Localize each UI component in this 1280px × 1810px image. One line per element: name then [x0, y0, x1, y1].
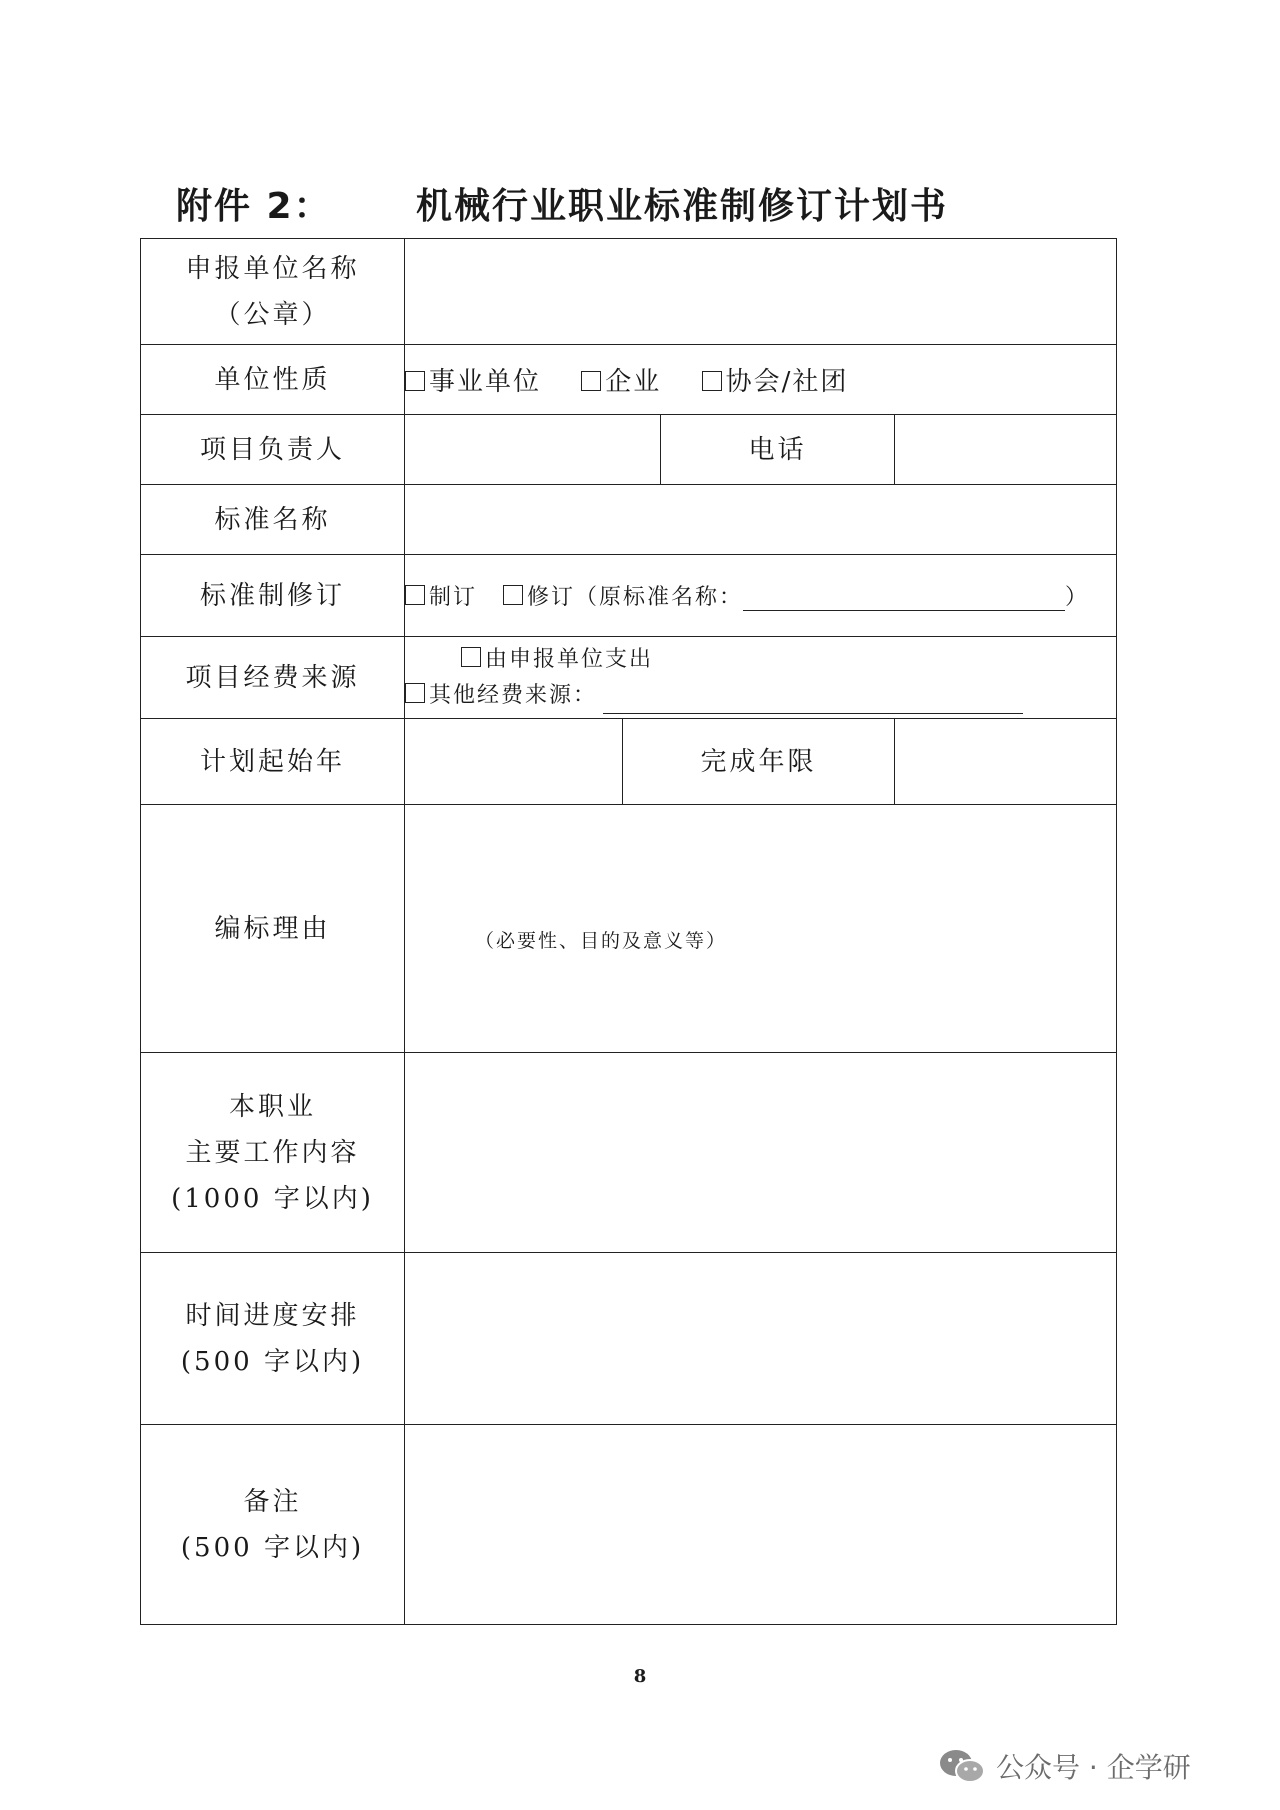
- row-funding: [141, 637, 1117, 719]
- document-header: [176, 178, 996, 234]
- row-unit-type: [141, 345, 1117, 415]
- watermark-text: 公众号 · 企学研: [996, 1751, 1191, 1784]
- revision-option-new[interactable]: 制订: [405, 585, 477, 610]
- plan-form-table: [140, 238, 1117, 1625]
- start-year-field[interactable]: [405, 719, 623, 805]
- remarks-label: 备注 (500 字以内): [141, 1425, 405, 1625]
- rationale-hint: （必要性、目的及意义等）: [475, 930, 728, 952]
- checkbox-icon[interactable]: [405, 371, 425, 391]
- row-remarks: [141, 1425, 1117, 1625]
- row-applicant-unit: [141, 239, 1117, 345]
- row-timeline: [141, 1253, 1117, 1425]
- original-standard-name-line[interactable]: [743, 590, 1065, 611]
- funding-label: 项目经费来源: [141, 637, 405, 719]
- funding-option-self[interactable]: 由申报单位支出: [405, 642, 1116, 678]
- unit-type-option-enterprise[interactable]: 企业: [581, 367, 661, 397]
- row-standard-name: [141, 485, 1117, 555]
- checkbox-icon[interactable]: [702, 371, 722, 391]
- applicant-unit-field[interactable]: [405, 239, 1117, 345]
- wechat-icon: [938, 1747, 986, 1785]
- phone-label: 电话: [661, 415, 895, 485]
- revision-option-revise[interactable]: 修订（原标准名称：: [503, 585, 743, 610]
- row-project-lead: [141, 415, 1117, 485]
- main-work-field[interactable]: [405, 1053, 1117, 1253]
- document-title: 机械行业职业标准制修订计划书: [416, 186, 949, 227]
- timeline-label: 时间进度安排 (500 字以内): [141, 1253, 405, 1425]
- rationale-label: 编标理由: [141, 805, 405, 1053]
- start-year-label: 计划起始年: [141, 719, 405, 805]
- checkbox-icon[interactable]: [581, 371, 601, 391]
- deadline-field[interactable]: [895, 719, 1117, 805]
- watermark: [938, 1746, 1191, 1786]
- unit-type-label: 单位性质: [141, 345, 405, 415]
- funding-options: [405, 637, 1117, 719]
- row-schedule-years: [141, 719, 1117, 805]
- row-main-work: [141, 1053, 1117, 1253]
- checkbox-icon[interactable]: [405, 585, 425, 605]
- unit-type-option-association[interactable]: 协会/社团: [702, 367, 849, 397]
- remarks-field[interactable]: [405, 1425, 1117, 1625]
- attachment-label: 附件 2：: [176, 186, 332, 227]
- timeline-field[interactable]: [405, 1253, 1117, 1425]
- row-revision-type: [141, 555, 1117, 637]
- funding-option-other[interactable]: 其他经费来源：: [405, 678, 1116, 714]
- checkbox-icon[interactable]: [461, 647, 481, 667]
- phone-field[interactable]: [895, 415, 1117, 485]
- row-rationale: [141, 805, 1117, 1053]
- applicant-unit-label: 申报单位名称 （公章）: [141, 239, 405, 345]
- standard-name-field[interactable]: [405, 485, 1117, 555]
- page-number: 8: [633, 1666, 647, 1687]
- checkbox-icon[interactable]: [503, 585, 523, 605]
- unit-type-options: [405, 345, 1117, 415]
- deadline-label: 完成年限: [623, 719, 895, 805]
- other-funding-line[interactable]: [603, 693, 1023, 714]
- unit-type-option-institution[interactable]: 事业单位: [405, 367, 541, 397]
- standard-name-label: 标准名称: [141, 485, 405, 555]
- project-lead-label: 项目负责人: [141, 415, 405, 485]
- revision-type-label: 标准制修订: [141, 555, 405, 637]
- project-lead-field[interactable]: [405, 415, 661, 485]
- revision-type-options: 制订 修订（原标准名称： ）: [405, 555, 1117, 637]
- checkbox-icon[interactable]: [405, 683, 425, 703]
- rationale-field[interactable]: [405, 805, 1117, 1053]
- main-work-label: 本职业 主要工作内容 (1000 字以内): [141, 1053, 405, 1253]
